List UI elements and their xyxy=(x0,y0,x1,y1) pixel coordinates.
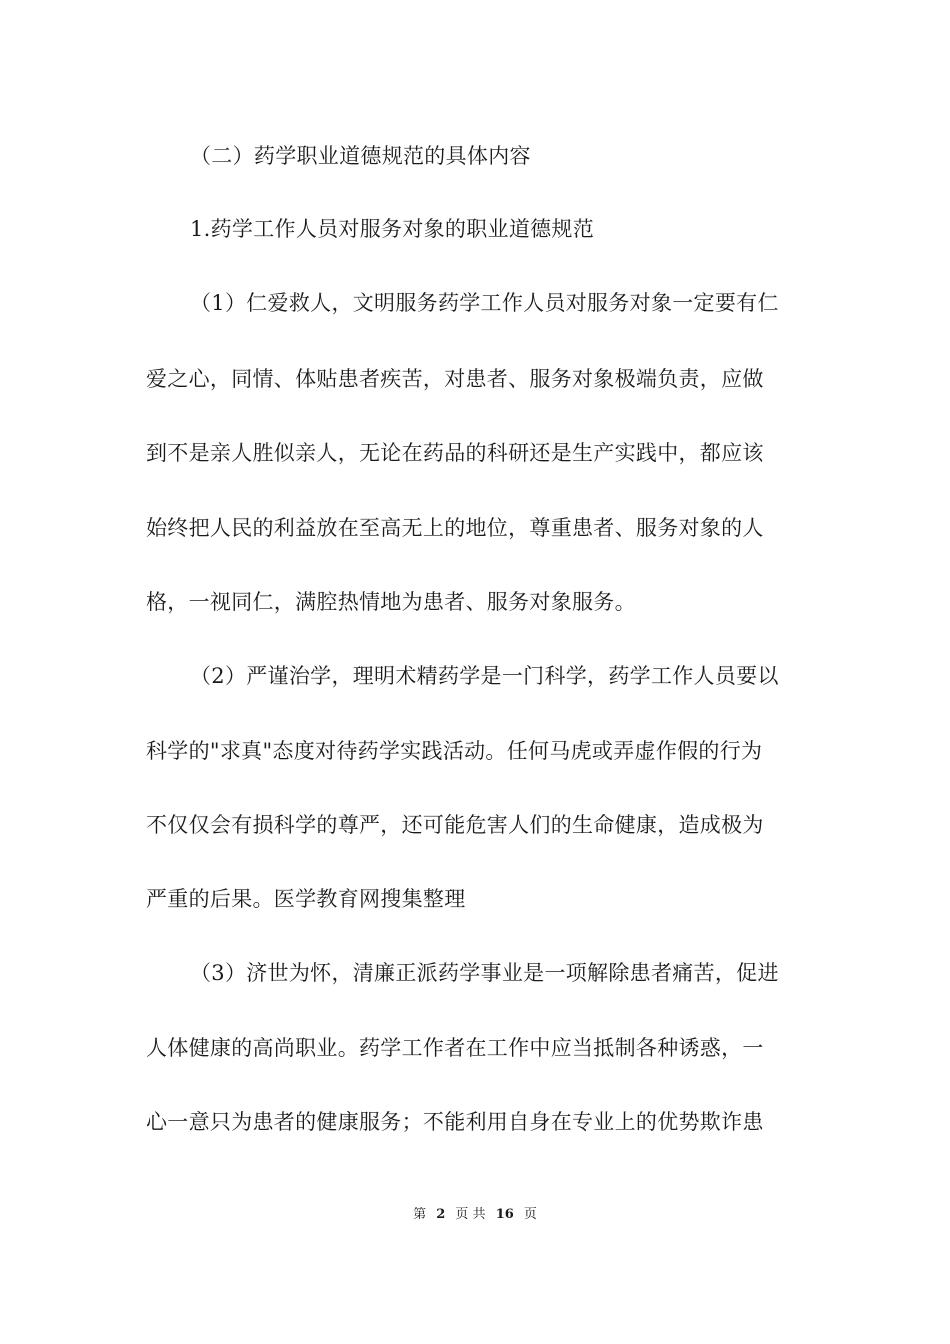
footer-prefix: 第 xyxy=(413,1207,427,1222)
page-footer xyxy=(0,1206,950,1224)
paragraph-2-line-1: （2）严谨治学，理明术精药学是一门科学，药学工作人员要以 xyxy=(190,664,779,688)
subsection-heading: 1.药学工作人员对服务对象的职业道德规范 xyxy=(190,217,595,241)
paragraph-2-line-4: 严重的后果。医学教育网搜集整理 xyxy=(146,887,466,911)
paragraph-1-line-1: （1）仁爱救人，文明服务药学工作人员对服务对象一定要有仁 xyxy=(190,291,779,315)
paragraph-1-line-4: 始终把人民的利益放在至高无上的地位，尊重患者、服务对象的人 xyxy=(146,516,764,540)
total-page-count: 16 xyxy=(495,1207,514,1222)
current-page-number: 2 xyxy=(436,1207,446,1222)
paragraph-3-line-2: 人体健康的高尚职业。药学工作者在工作中应当抵制各种诱惑，一 xyxy=(146,1036,764,1060)
footer-suffix: 页 xyxy=(523,1207,537,1222)
section-heading: （二）药学职业道德规范的具体内容 xyxy=(190,144,531,168)
paragraph-2-line-2: 科学的"求真"态度对待药学实践活动。任何马虎或弄虚作假的行为 xyxy=(146,739,763,763)
paragraph-1-line-3: 到不是亲人胜似亲人，无论在药品的科研还是生产实践中，都应该 xyxy=(146,441,764,465)
paragraph-2-line-3: 不仅仅会有损科学的尊严，还可能危害人们的生命健康，造成极为 xyxy=(146,813,764,837)
paragraph-3-line-1: （3）济世为怀，清廉正派药学事业是一项解除患者痛苦，促进 xyxy=(190,961,779,985)
paragraph-1-line-2: 爱之心，同情、体贴患者疾苦，对患者、服务对象极端负责，应做 xyxy=(146,367,764,391)
paragraph-1-line-5: 格，一视同仁，满腔热情地为患者、服务对象服务。 xyxy=(146,590,636,614)
paragraph-3-line-3: 心一意只为患者的健康服务；不能利用自身在专业上的优势欺诈患 xyxy=(146,1110,764,1134)
footer-middle: 页 共 xyxy=(455,1207,486,1222)
